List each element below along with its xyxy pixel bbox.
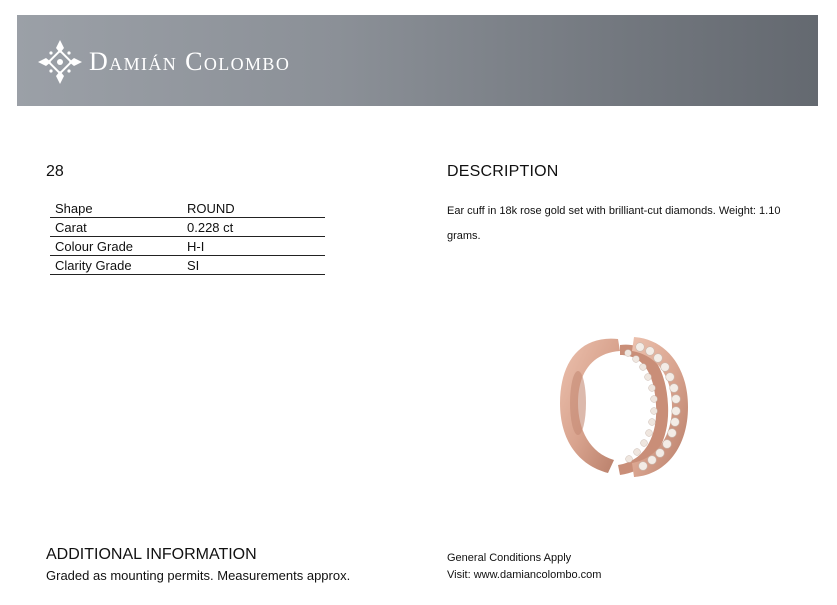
table-row bbox=[50, 255, 325, 274]
ear-cuff-photo bbox=[548, 325, 698, 485]
spec-value: H-I bbox=[182, 236, 325, 255]
spec-value: SI bbox=[182, 255, 325, 274]
table-row bbox=[50, 217, 325, 236]
brand-name: Damián Colombo bbox=[89, 47, 291, 76]
table-row bbox=[50, 198, 325, 217]
conditions-line: General Conditions Apply bbox=[447, 552, 572, 564]
specs-table bbox=[50, 198, 325, 275]
spec-label: Shape bbox=[50, 198, 182, 217]
additional-info-title: ADDITIONAL INFORMATION bbox=[46, 546, 257, 563]
spec-label: Colour Grade bbox=[50, 236, 182, 255]
table-row bbox=[50, 236, 325, 255]
spec-label: Clarity Grade bbox=[50, 255, 182, 274]
fleur-cross-logo-icon bbox=[37, 39, 83, 85]
header-banner bbox=[17, 15, 818, 106]
description-text: Ear cuff in 18k rose gold set with brilliant-cut diamonds. Weight: 1.10 grams. bbox=[447, 205, 781, 242]
general-conditions bbox=[447, 550, 601, 584]
lot-number: 28 bbox=[46, 163, 64, 180]
spec-value: 0.228 ct bbox=[182, 217, 325, 236]
spec-value: ROUND bbox=[182, 198, 325, 217]
description-title: DESCRIPTION bbox=[447, 163, 559, 180]
spec-label: Carat bbox=[50, 217, 182, 236]
additional-info-text: Graded as mounting permits. Measurements approx. bbox=[46, 568, 351, 583]
website-link[interactable]: Visit: www.damiancolombo.com bbox=[447, 569, 602, 581]
